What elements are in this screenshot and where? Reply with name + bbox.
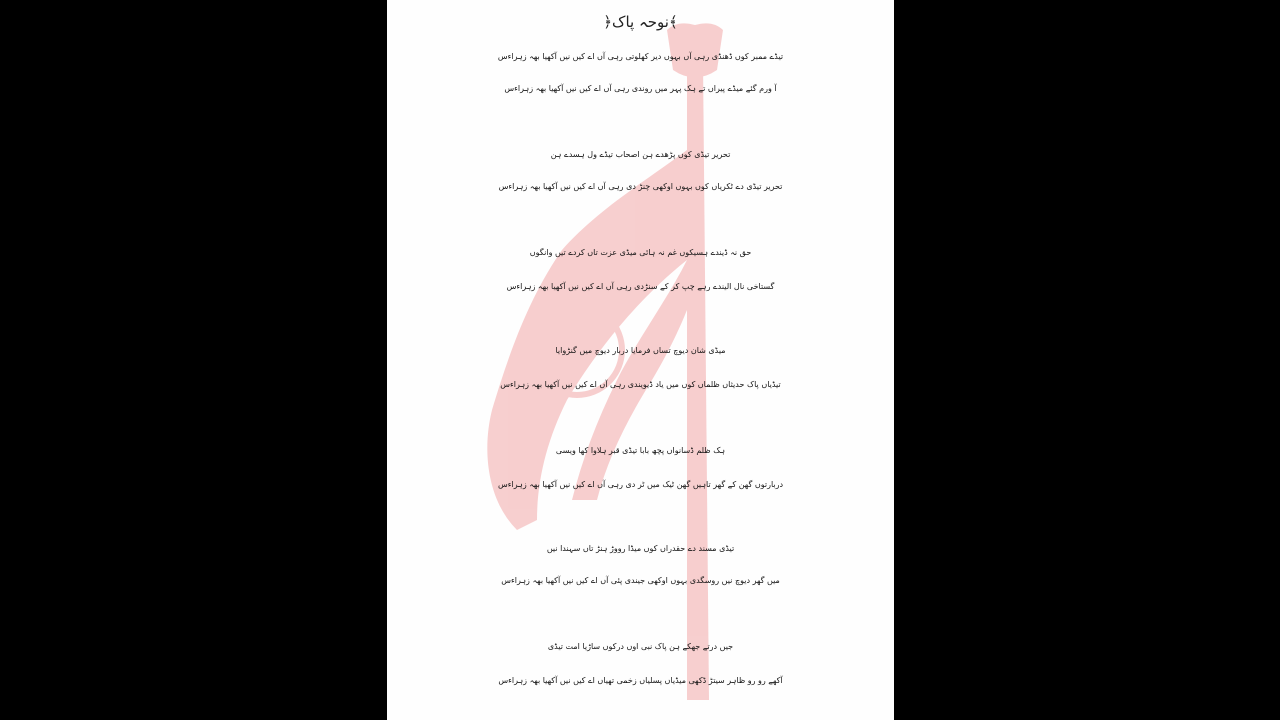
verse-line-6: گستاخی نال الیندے رہے چپ کر کے سنڑدی رہی آں اے کیں نیں آکھیا بھہ زہراءس <box>506 282 775 291</box>
red-flag-watermark <box>387 0 894 720</box>
verse-line-1: تیڈے ممبر کوں ڈھنڈی رہی آں بہوں دیر کھلوتی رہی آں اے کیں نیں آکھیا بھہ زہراءس <box>497 52 784 61</box>
document-page <box>387 0 894 720</box>
verse-line-10: دربارتوں گھن کے گھر تاہیں گھن ٹیک میں ٹر دی رہی آں اے کیں نیں آکھیا بھہ زہراءس <box>497 480 784 489</box>
nauha-title: ﴾نوحہ پاک﴿ <box>603 13 678 31</box>
verse-line-7: میڈی شان دیوچ تساں فرمایا دربار دیوچ میں گنڑوایا <box>555 346 726 355</box>
verse-line-4: تحریر تیڈی دے ٹکریاں کوں بہوں اوکھی چنڑ دی رہی آں اے کیں نیں آکھیا بھہ زہراءس <box>498 182 783 191</box>
verse-line-14: آکھے رو رو ظاہر سیتڑ ڈکھی میڈیاں پسلیاں زخمی تھیاں اے کیں نیں آکھیا بھہ زہراءس <box>498 676 783 685</box>
verse-line-2: آ ورم گئے میڈے پیراں تے ہک پہر میں روندی رہی آں اے کیں نیں آکھیا بھہ زہراءس <box>504 84 777 93</box>
verse-line-8: تیڈیاں پاک حدیثاں ظلماں کوں میں یاد ڈیویندی رہی آں اے کیں نیں آکھیا بھہ زہراءس <box>500 380 781 389</box>
verse-line-3: تحریر تیڈی کوں پڑھدے ہن اصحاب تیڈے ول ہسدے ہن <box>550 150 731 159</box>
verse-line-5: حق نہ ڈیندے ہسیکوں غم نہ ہائی میڈی عزت تاں کردے تیں وانگوں <box>529 248 752 257</box>
verse-line-11: تیڈی مسند دے حقدراں کوں میڈا رووڑ ہنڑ تاں سہندا نیں <box>546 544 735 553</box>
verse-line-13: جیں درتے جھکے ہن پاک نبی اوں درکوں ساڑیا امت تیڈی <box>547 642 734 651</box>
verse-line-12: میں گھر دیوچ نیں روسگدی بہوں اوکھی جیندی پئی آں اے کیں نیں آکھیا بھہ زہراءس <box>501 576 780 585</box>
verse-line-9: ہک ظلم ڈسانواں پچھ بابا تیڈی قبر ہلاوا کھا ویسی <box>555 446 726 455</box>
